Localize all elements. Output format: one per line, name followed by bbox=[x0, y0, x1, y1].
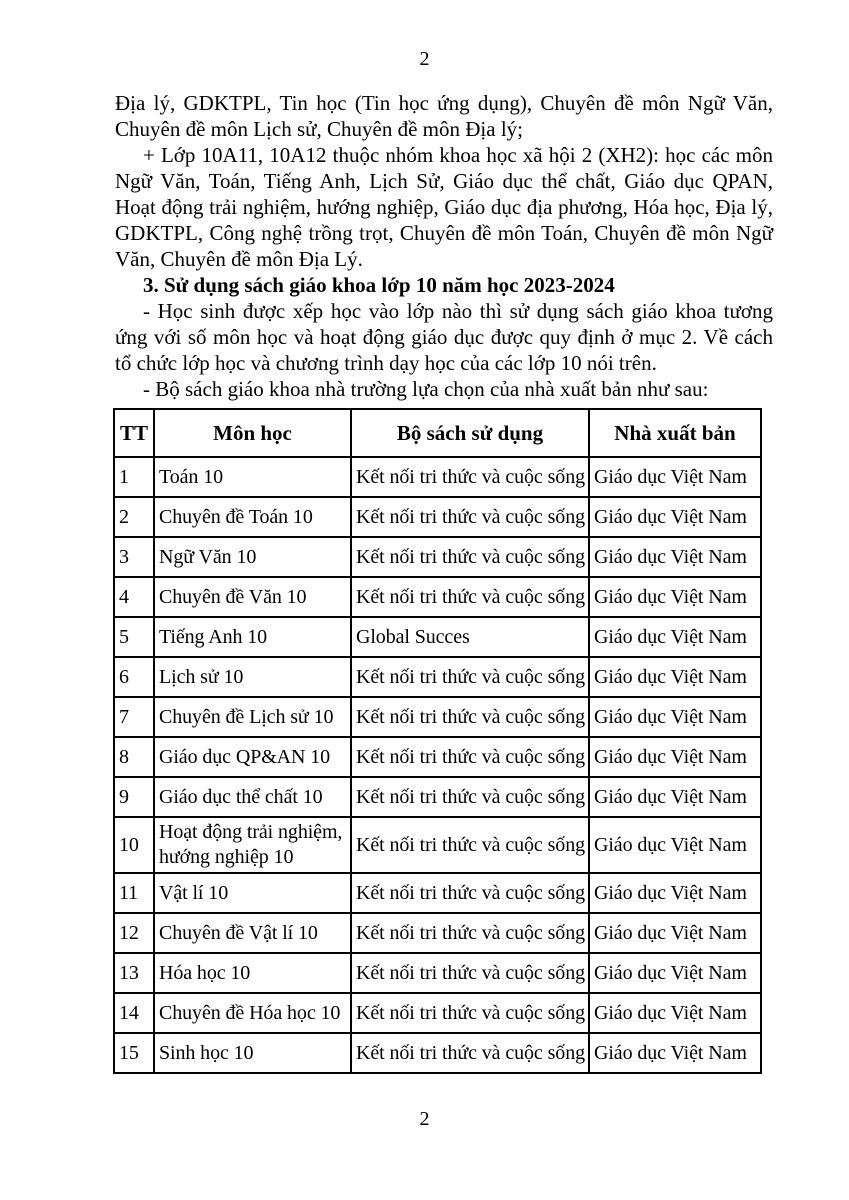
table-cell: Kết nối tri thức và cuộc sống bbox=[351, 1033, 589, 1073]
table-cell: Kết nối tri thức và cuộc sống bbox=[351, 657, 589, 697]
table-header-row bbox=[114, 409, 761, 457]
column-header-tt: TT bbox=[114, 409, 154, 457]
table-cell: Giáo dục QP&AN 10 bbox=[154, 737, 351, 777]
page-number-bottom: 2 bbox=[419, 1108, 430, 1130]
table-row bbox=[114, 1033, 761, 1073]
column-header-subject: Môn học bbox=[154, 409, 351, 457]
table-row bbox=[114, 993, 761, 1033]
table-row bbox=[114, 657, 761, 697]
table-cell: Sinh học 10 bbox=[154, 1033, 351, 1073]
table-cell: 10 bbox=[114, 817, 154, 873]
table-cell: Giáo dục Việt Nam bbox=[589, 993, 761, 1033]
table-cell: Hóa học 10 bbox=[154, 953, 351, 993]
table-cell: Kết nối tri thức và cuộc sống bbox=[351, 953, 589, 993]
table-cell: Giáo dục Việt Nam bbox=[589, 1033, 761, 1073]
table-cell: Giáo dục Việt Nam bbox=[589, 657, 761, 697]
table-cell: Kết nối tri thức và cuộc sống bbox=[351, 737, 589, 777]
table-cell: Kết nối tri thức và cuộc sống bbox=[351, 873, 589, 913]
table-cell: Kết nối tri thức và cuộc sống bbox=[351, 817, 589, 873]
table-cell: Giáo dục Việt Nam bbox=[589, 697, 761, 737]
table-cell: Ngữ Văn 10 bbox=[154, 537, 351, 577]
table-cell: Kết nối tri thức và cuộc sống bbox=[351, 457, 589, 497]
table-row bbox=[114, 697, 761, 737]
table-cell: 3 bbox=[114, 537, 154, 577]
table-cell: Giáo dục Việt Nam bbox=[589, 817, 761, 873]
section-heading: 3. Sử dụng sách giáo khoa lớp 10 năm học 2023-2024 bbox=[143, 273, 615, 297]
table-cell: Kết nối tri thức và cuộc sống bbox=[351, 577, 589, 617]
table-cell: Kết nối tri thức và cuộc sống bbox=[351, 913, 589, 953]
table-cell: 7 bbox=[114, 697, 154, 737]
table-body bbox=[114, 457, 761, 1073]
table-cell: 5 bbox=[114, 617, 154, 657]
table-cell: Giáo dục thể chất 10 bbox=[154, 777, 351, 817]
table-cell: Giáo dục Việt Nam bbox=[589, 873, 761, 913]
table-cell: Kết nối tri thức và cuộc sống bbox=[351, 777, 589, 817]
table-cell: 14 bbox=[114, 993, 154, 1033]
table-cell: 8 bbox=[114, 737, 154, 777]
table-cell: 4 bbox=[114, 577, 154, 617]
table-cell: Chuyên đề Toán 10 bbox=[154, 497, 351, 537]
table-row bbox=[114, 777, 761, 817]
table-cell: Chuyên đề Hóa học 10 bbox=[154, 993, 351, 1033]
table-cell: Kết nối tri thức và cuộc sống bbox=[351, 697, 589, 737]
table-cell: Giáo dục Việt Nam bbox=[589, 537, 761, 577]
table-cell: Kết nối tri thức và cuộc sống bbox=[351, 993, 589, 1033]
table-cell: Chuyên đề Lịch sử 10 bbox=[154, 697, 351, 737]
table-cell: Giáo dục Việt Nam bbox=[589, 953, 761, 993]
table-cell: 2 bbox=[114, 497, 154, 537]
table-cell: 9 bbox=[114, 777, 154, 817]
table-cell: Giáo dục Việt Nam bbox=[589, 737, 761, 777]
table-cell: 15 bbox=[114, 1033, 154, 1073]
table-row bbox=[114, 457, 761, 497]
table-cell: 1 bbox=[114, 457, 154, 497]
table-row bbox=[114, 913, 761, 953]
table-cell: 13 bbox=[114, 953, 154, 993]
table-row bbox=[114, 817, 761, 873]
document-body bbox=[115, 90, 773, 1074]
table-cell: Vật lí 10 bbox=[154, 873, 351, 913]
table-cell: 12 bbox=[114, 913, 154, 953]
table-cell: Giáo dục Việt Nam bbox=[589, 617, 761, 657]
table-cell: Kết nối tri thức và cuộc sống bbox=[351, 537, 589, 577]
paragraph-xh2-group: + Lớp 10A11, 10A12 thuộc nhóm khoa học xã hội 2 (XH2): học các môn Ngữ Văn, Toán, Tiếng Anh, Lịch Sử, Giáo dục thể chất, Giáo dục QPAN, Hoạt động trải nghiệm, hướng nghiệp, Giáo dục địa phương, Hóa học, Địa lý, GDKTPL, Công nghệ trồng trọt, Chuyên đề môn Toán, Chuyên đề môn Ngữ Văn, Chuyên đề môn Địa Lý. bbox=[115, 143, 773, 271]
column-header-publisher: Nhà xuất bản bbox=[589, 409, 761, 457]
table-row bbox=[114, 537, 761, 577]
table-cell: 6 bbox=[114, 657, 154, 697]
table-cell: Chuyên đề Vật lí 10 bbox=[154, 913, 351, 953]
table-cell: 11 bbox=[114, 873, 154, 913]
table-cell: Hoạt động trải nghiệm, hướng nghiệp 10 bbox=[154, 817, 351, 873]
column-header-book-series: Bộ sách sử dụng bbox=[351, 409, 589, 457]
paragraph-continuation: Địa lý, GDKTPL, Tin học (Tin học ứng dụng), Chuyên đề môn Ngữ Văn, Chuyên đề môn Lịch sử, Chuyên đề môn Địa lý; bbox=[115, 91, 773, 141]
page-number-top: 2 bbox=[419, 48, 430, 70]
table-cell: Lịch sử 10 bbox=[154, 657, 351, 697]
paragraph-books-intro: - Bộ sách giáo khoa nhà trường lựa chọn của nhà xuất bản như sau: bbox=[143, 377, 709, 401]
table-cell: Giáo dục Việt Nam bbox=[589, 913, 761, 953]
table-cell: Giáo dục Việt Nam bbox=[589, 777, 761, 817]
paragraph-textbook-usage: - Học sinh được xếp học vào lớp nào thì sử dụng sách giáo khoa tương ứng với số môn học và hoạt động giáo dục được quy định ở mục 2. Về cách tổ chức lớp học và chương trình dạy học của các lớp 10 nói trên. bbox=[115, 299, 773, 375]
table-cell: Tiếng Anh 10 bbox=[154, 617, 351, 657]
table-cell: Giáo dục Việt Nam bbox=[589, 577, 761, 617]
table-row bbox=[114, 617, 761, 657]
table-cell: Kết nối tri thức và cuộc sống bbox=[351, 497, 589, 537]
table-cell: Giáo dục Việt Nam bbox=[589, 457, 761, 497]
table-row bbox=[114, 873, 761, 913]
table-row bbox=[114, 577, 761, 617]
table-cell: Giáo dục Việt Nam bbox=[589, 497, 761, 537]
table-cell: Global Succes bbox=[351, 617, 589, 657]
textbook-table bbox=[113, 408, 762, 1074]
table-row bbox=[114, 953, 761, 993]
table-row bbox=[114, 497, 761, 537]
table-cell: Toán 10 bbox=[154, 457, 351, 497]
table-cell: Chuyên đề Văn 10 bbox=[154, 577, 351, 617]
table-row bbox=[114, 737, 761, 777]
